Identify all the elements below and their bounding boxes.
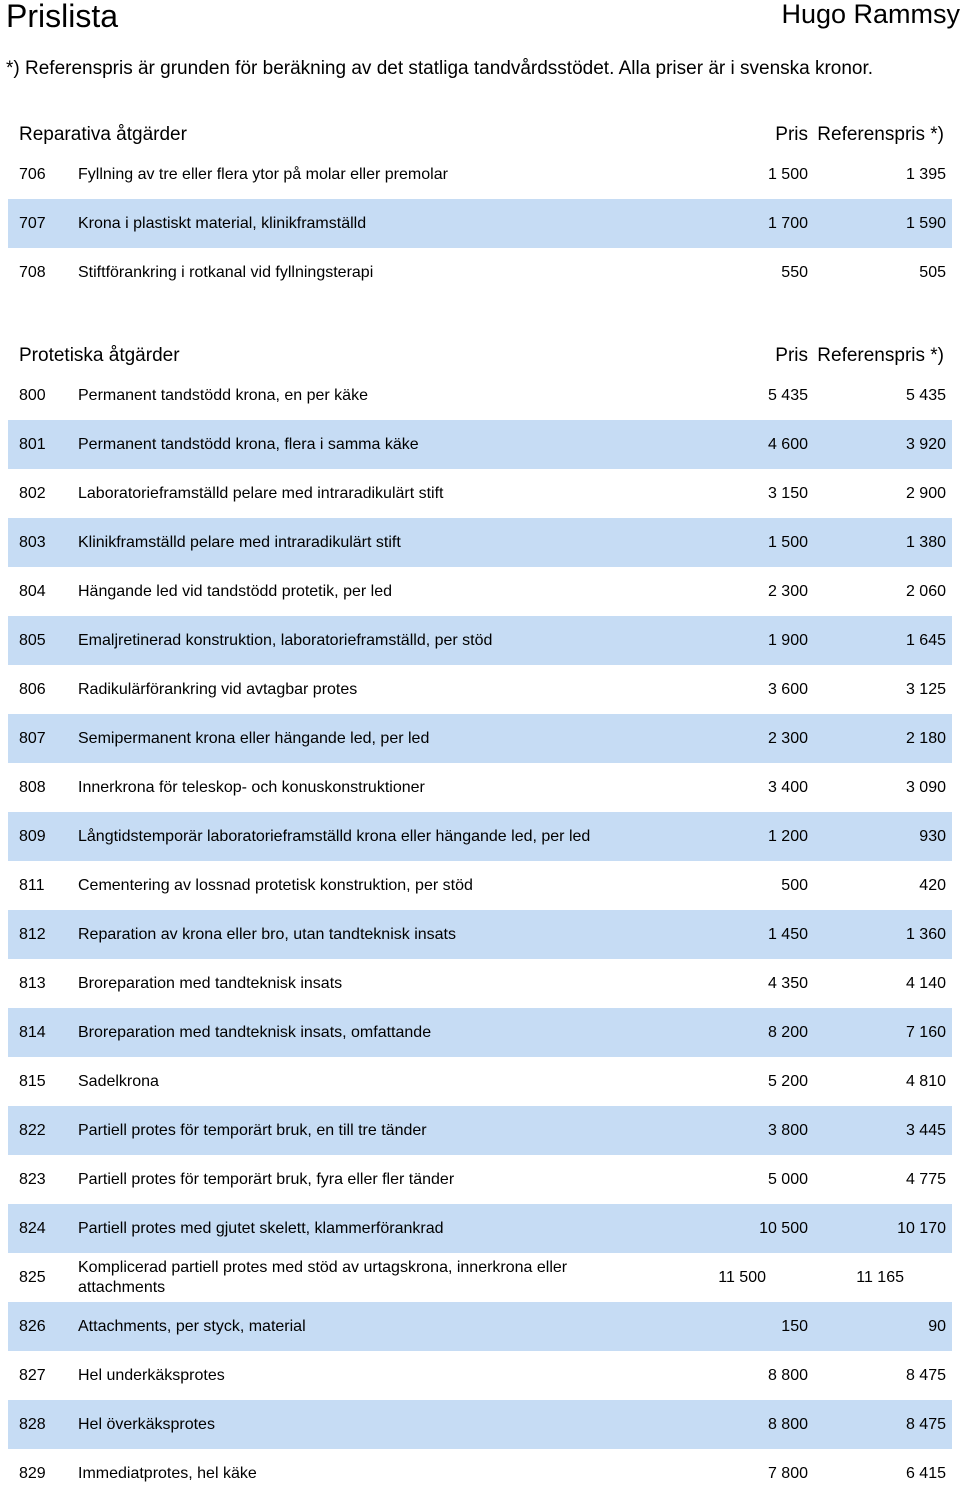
table-row [8, 1106, 952, 1155]
row-description: Sadelkrona [78, 1072, 159, 1090]
reference-price-note: *) Referenspris är grunden för beräkning av det statliga tandvårdsstödet. Alla priser är i svenska kronor. [6, 58, 874, 79]
row-price: 3 150 [767, 484, 808, 502]
row-description: Permanent tandstödd krona, en per käke [78, 386, 368, 404]
row-price: 7 800 [767, 1464, 808, 1482]
row-code: 708 [19, 263, 46, 281]
table-row [8, 371, 952, 420]
table-row [8, 150, 952, 199]
row-code: 807 [19, 729, 46, 747]
table-row [8, 1204, 952, 1253]
row-description: Hel underkäksprotes [78, 1366, 225, 1384]
row-reference-price: 1 645 [905, 631, 946, 649]
row-reference-price: 4 810 [905, 1072, 946, 1090]
row-reference-price: 3 125 [905, 680, 946, 698]
column-header-pris: Pris [775, 345, 808, 366]
table-row [8, 812, 952, 861]
row-reference-price: 3 445 [905, 1121, 946, 1139]
section-title: Reparativa åtgärder [19, 124, 187, 145]
row-code: 825 [19, 1268, 46, 1286]
row-description: Semipermanent krona eller hängande led, per led [78, 729, 430, 747]
column-header-referenspris: Referenspris *) [817, 345, 944, 366]
row-code: 809 [19, 827, 46, 845]
table-row [8, 861, 952, 910]
row-code: 827 [19, 1366, 46, 1384]
row-price: 10 500 [759, 1219, 808, 1237]
row-reference-price: 2 900 [905, 484, 946, 502]
row-code: 829 [19, 1464, 46, 1482]
table-row [8, 1302, 952, 1351]
row-price: 550 [781, 263, 808, 281]
row-reference-price: 1 380 [905, 533, 946, 551]
row-description: Permanent tandstödd krona, flera i samma käke [78, 435, 419, 453]
row-code: 823 [19, 1170, 46, 1188]
row-price: 5 200 [767, 1072, 808, 1090]
row-price: 2 300 [767, 729, 808, 747]
section-header [8, 104, 952, 150]
row-reference-price: 8 475 [905, 1415, 946, 1433]
row-price: 3 600 [767, 680, 808, 698]
row-description: Krona i plastiskt material, klinikframställd [78, 214, 367, 232]
row-code: 805 [19, 631, 46, 649]
row-reference-price: 5 435 [905, 386, 946, 404]
table-row [8, 1008, 952, 1057]
row-code: 804 [19, 582, 46, 600]
row-price: 8 800 [767, 1366, 808, 1384]
row-code: 707 [19, 214, 46, 232]
row-reference-price: 930 [919, 827, 946, 845]
row-description: Partiell protes med gjutet skelett, klammerförankrad [78, 1219, 444, 1237]
table-row [8, 959, 952, 1008]
row-code: 813 [19, 974, 46, 992]
row-price: 1 450 [767, 925, 808, 943]
row-reference-price: 2 060 [905, 582, 946, 600]
row-price: 5 000 [767, 1170, 808, 1188]
row-description: Partiell protes för temporärt bruk, fyra eller fler tänder [78, 1170, 455, 1188]
table-row [8, 1155, 952, 1204]
section-rows [8, 150, 952, 297]
row-code: 812 [19, 925, 46, 943]
row-reference-price: 11 165 [856, 1268, 904, 1286]
row-reference-price: 4 140 [905, 974, 946, 992]
section-rows [8, 371, 952, 1498]
row-description: Hel överkäksprotes [78, 1415, 215, 1433]
company-name: Hugo Rammsy [781, 0, 960, 29]
table-row [8, 1449, 952, 1498]
row-price: 3 400 [767, 778, 808, 796]
row-code: 803 [19, 533, 46, 551]
row-code: 828 [19, 1415, 46, 1433]
row-code: 824 [19, 1219, 46, 1237]
row-reference-price: 3 090 [905, 778, 946, 796]
row-price: 8 800 [767, 1415, 808, 1433]
column-header-pris: Pris [775, 124, 808, 145]
table-row [8, 1351, 952, 1400]
row-price: 1 500 [767, 533, 808, 551]
table-row [8, 665, 952, 714]
table-row [8, 1253, 952, 1302]
row-description: Stiftförankring i rotkanal vid fyllningsterapi [78, 263, 374, 281]
column-header-referenspris: Referenspris *) [817, 124, 944, 145]
row-description: Fyllning av tre eller flera ytor på molar eller premolar [78, 165, 448, 183]
row-price: 3 800 [767, 1121, 808, 1139]
section-protetiska [8, 325, 952, 1498]
row-code: 806 [19, 680, 46, 698]
row-description: Laboratorieframställd pelare med intraradikulärt stift [78, 484, 444, 502]
table-row [8, 763, 952, 812]
section-header [8, 325, 952, 371]
row-price: 1 900 [767, 631, 808, 649]
row-reference-price: 3 920 [905, 435, 946, 453]
row-reference-price: 420 [919, 876, 946, 894]
row-description: Partiell protes för temporärt bruk, en till tre tänder [78, 1121, 427, 1139]
row-code: 822 [19, 1121, 46, 1139]
row-code: 826 [19, 1317, 46, 1335]
table-row [8, 567, 952, 616]
row-reference-price: 1 395 [905, 165, 946, 183]
table-row [8, 714, 952, 763]
row-description: Komplicerad partiell protes med stöd av urtagskrona, innerkrona eller attachments [78, 1258, 568, 1296]
row-description: Långtidstemporär laboratorieframställd krona eller hängande led, per led [78, 827, 591, 845]
row-reference-price: 8 475 [905, 1366, 946, 1384]
row-price: 8 200 [767, 1023, 808, 1041]
row-reference-price: 6 415 [905, 1464, 946, 1482]
row-code: 815 [19, 1072, 46, 1090]
row-reference-price: 1 360 [905, 925, 946, 943]
row-code: 801 [19, 435, 46, 453]
table-row [8, 248, 952, 297]
row-price: 1 500 [767, 165, 808, 183]
row-reference-price: 10 170 [897, 1219, 946, 1237]
row-price: 2 300 [767, 582, 808, 600]
row-price: 150 [781, 1317, 808, 1335]
section-title: Protetiska åtgärder [19, 345, 180, 366]
row-price: 11 500 [718, 1268, 766, 1286]
row-code: 808 [19, 778, 46, 796]
row-price: 4 350 [767, 974, 808, 992]
page-title: Prislista [6, 0, 119, 34]
row-description: Innerkrona för teleskop- och konuskonstruktioner [78, 778, 425, 796]
row-reference-price: 505 [919, 263, 946, 281]
table-row [8, 469, 952, 518]
table-row [8, 616, 952, 665]
row-description: Attachments, per styck, material [78, 1317, 306, 1335]
row-code: 706 [19, 165, 46, 183]
table-row [8, 910, 952, 959]
table-row [8, 1057, 952, 1106]
row-description: Klinikframställd pelare med intraradikulärt stift [78, 533, 401, 551]
row-reference-price: 90 [928, 1317, 946, 1335]
row-description: Cementering av lossnad protetisk konstruktion, per stöd [78, 876, 473, 894]
table-row [8, 1400, 952, 1449]
row-description: Radikulärförankring vid avtagbar protes [78, 680, 358, 698]
row-price: 500 [781, 876, 808, 894]
row-code: 800 [19, 386, 46, 404]
row-description: Broreparation med tandteknisk insats, omfattande [78, 1023, 432, 1041]
row-price: 4 600 [767, 435, 808, 453]
row-reference-price: 7 160 [905, 1023, 946, 1041]
row-reference-price: 2 180 [905, 729, 946, 747]
row-description: Hängande led vid tandstödd protetik, per led [78, 582, 392, 600]
table-row [8, 199, 952, 248]
table-row [8, 420, 952, 469]
section-reparativa [8, 104, 952, 297]
row-price: 5 435 [767, 386, 808, 404]
row-code: 802 [19, 484, 46, 502]
row-code: 814 [19, 1023, 46, 1041]
row-price: 1 700 [767, 214, 808, 232]
row-description: Broreparation med tandteknisk insats [78, 974, 343, 992]
row-price: 1 200 [767, 827, 808, 845]
row-description: Emaljretinerad konstruktion, laboratorieframställd, per stöd [78, 631, 493, 649]
row-description: Immediatprotes, hel käke [78, 1464, 257, 1482]
row-reference-price: 1 590 [905, 214, 946, 232]
row-description: Reparation av krona eller bro, utan tandteknisk insats [78, 925, 456, 943]
row-code: 811 [19, 876, 45, 894]
row-reference-price: 4 775 [905, 1170, 946, 1188]
table-row [8, 518, 952, 567]
